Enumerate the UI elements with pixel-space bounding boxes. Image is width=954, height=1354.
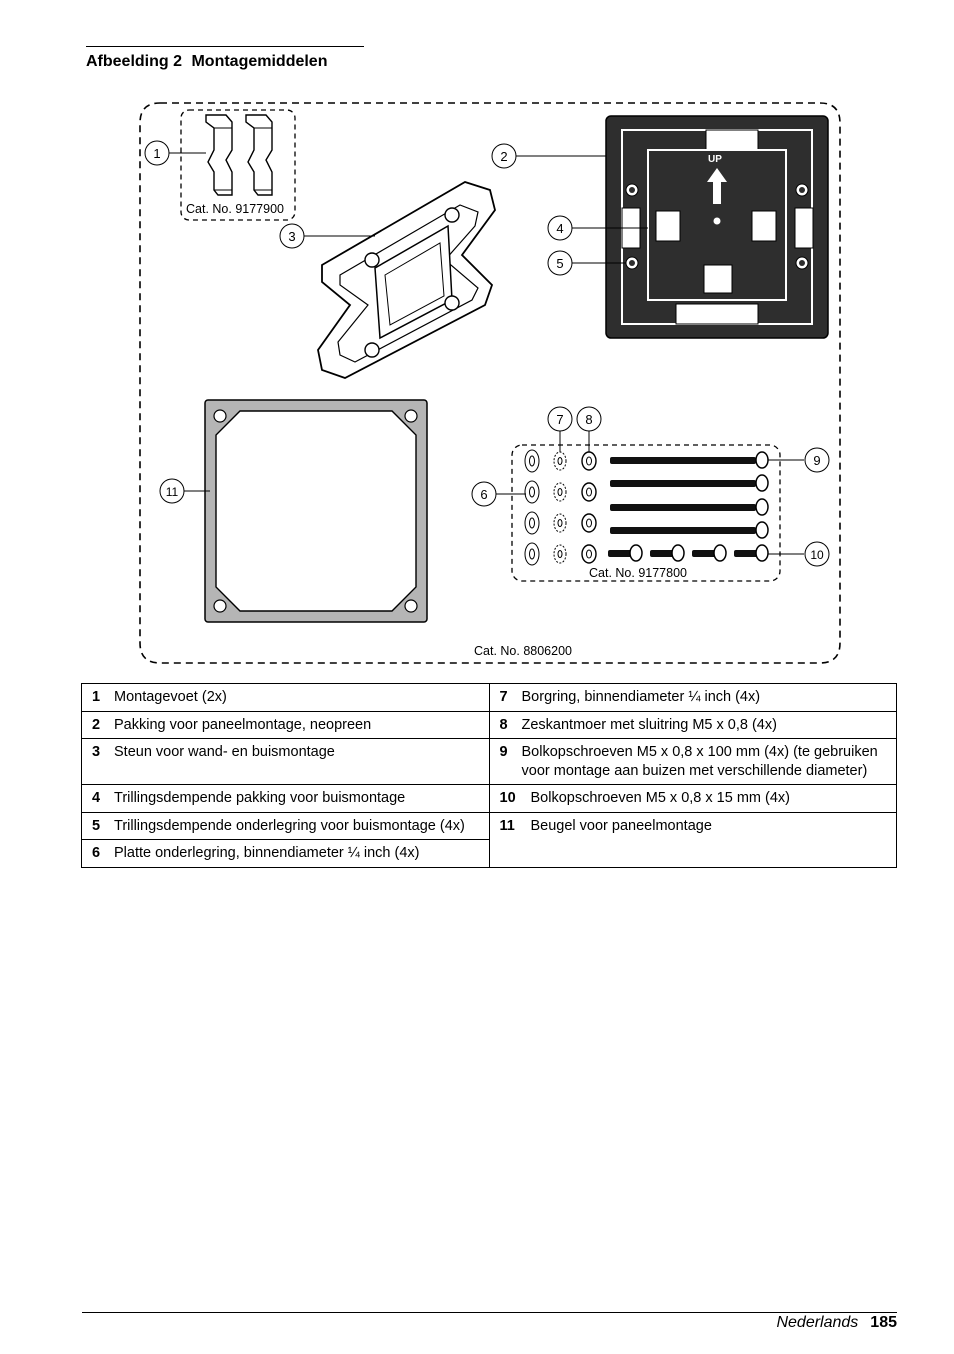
cat-no-feet: Cat. No. 9177900 [186, 202, 284, 216]
callout-4: 4 [556, 221, 564, 236]
legend-number: 3 [92, 744, 101, 760]
footer-language: Nederlands [776, 1314, 859, 1331]
hex-nuts [582, 452, 596, 563]
legend-cell [82, 739, 490, 785]
panel-mount-bracket [205, 400, 427, 622]
screw-hardware [512, 445, 780, 581]
legend-cell [82, 785, 490, 813]
flat-washers [525, 450, 539, 565]
callout-10: 10 [810, 548, 824, 562]
callout-5: 5 [556, 256, 564, 271]
figure-label: Afbeelding 2 [86, 53, 183, 70]
up-label: UP [708, 154, 722, 165]
callout-1: 1 [153, 146, 161, 161]
short-screws [608, 545, 768, 561]
legend-cell [82, 840, 490, 868]
legend-text: Bolkopschroeven M5 x 0,8 x 100 mm (4x) (te gebruiken voor montage aan buizen met verschillende diameter) [521, 744, 878, 779]
legend-cell [82, 711, 490, 739]
table-row [82, 739, 897, 785]
legend-text: Trillingsdempende pakking voor buismontage [114, 790, 406, 806]
callout-9: 9 [813, 453, 821, 468]
legend-cell [489, 684, 897, 712]
table-row [82, 711, 897, 739]
legend-cell [489, 785, 897, 813]
table-row [82, 812, 897, 840]
legend-number: 11 [499, 817, 515, 834]
legend-cell [489, 812, 897, 867]
cat-no-kit: Cat. No. 8806200 [474, 644, 572, 658]
legend-number: 1 [92, 689, 101, 705]
callout-2: 2 [500, 149, 508, 164]
page-footer [82, 1312, 897, 1332]
table-row [82, 684, 897, 712]
legend-number: 10 [499, 790, 516, 806]
callout-3: 3 [288, 229, 296, 244]
legend-number: 8 [499, 716, 508, 733]
legend-cell [489, 739, 897, 785]
wall-pipe-bracket [318, 182, 495, 378]
legend-text: Bolkopschroeven M5 x 0,8 x 15 mm (4x) [530, 790, 790, 806]
long-screws [610, 452, 768, 538]
page-number: 185 [870, 1314, 897, 1331]
legend-cell [82, 812, 490, 840]
cat-no-hardware: Cat. No. 9177800 [589, 566, 687, 580]
legend-text: Platte onderlegring, binnendiameter ¼ inch (4x) [114, 845, 420, 861]
legend-cell [489, 711, 897, 739]
legend-number: 6 [92, 845, 101, 861]
legend-number: 7 [499, 689, 508, 705]
legend-text: Montagevoet (2x) [114, 689, 227, 705]
callout-8: 8 [585, 412, 593, 427]
legend-text: Borgring, binnendiameter ¼ inch (4x) [521, 689, 761, 705]
callout-11: 11 [165, 485, 179, 499]
callout-7: 7 [556, 412, 564, 427]
legend-number: 5 [92, 817, 101, 834]
legend-number: 9 [499, 744, 508, 760]
mounting-feet [181, 110, 295, 220]
legend-text: Zeskantmoer met sluitring M5 x 0,8 (4x) [521, 716, 777, 733]
legend-text: Pakking voor paneelmontage, neopreen [114, 716, 372, 733]
figure-caption: Montagemiddelen [191, 53, 328, 70]
legend-table [81, 683, 897, 868]
legend-text: Trillingsdempende onderlegring voor buismontage (4x) [114, 817, 465, 834]
legend-number: 4 [92, 790, 101, 806]
table-row [82, 785, 897, 813]
legend-number: 2 [92, 716, 101, 733]
legend-text: Steun voor wand- en buismontage [114, 744, 335, 760]
lock-washers [554, 452, 566, 563]
legend-text: Beugel voor paneelmontage [530, 817, 712, 834]
callout-6: 6 [480, 487, 488, 502]
pipe-mount-gasket [606, 116, 828, 338]
legend-cell [82, 684, 490, 712]
